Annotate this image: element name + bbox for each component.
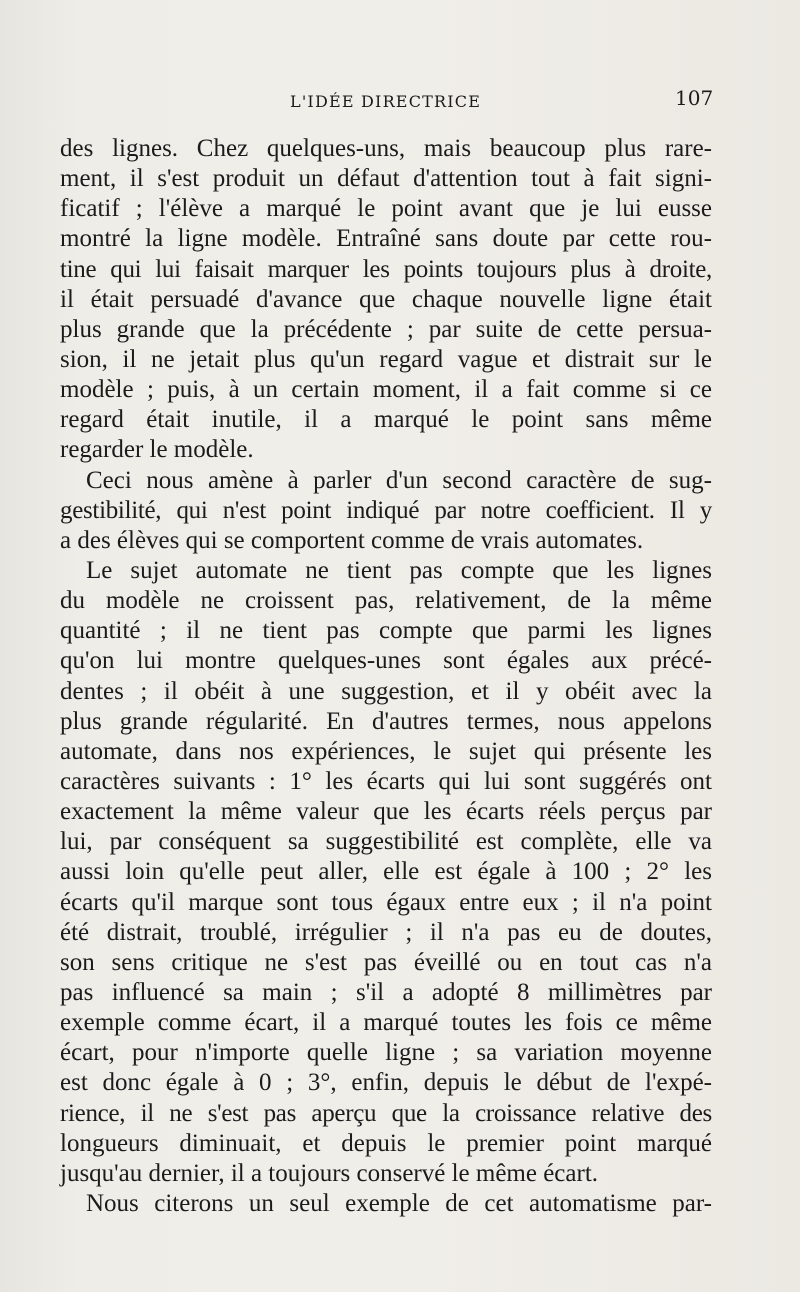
text-line: modèle ; puis, à un certain moment, il a fait comme si ce [60,376,712,404]
text-line: il était persuadé d'avance que chaque nouvelle ligne était [60,285,712,313]
text-line: jusqu'au dernier, il a toujours conservé le même écart. [60,1159,599,1187]
running-head: L'IDÉE DIRECTRICE [290,92,482,111]
body-text [60,134,712,1219]
text-line: ment, il s'est produit un défaut d'attention tout à fait signi- [60,165,712,193]
text-line: écarts qu'il marque sont tous égaux entre eux ; il n'a point [60,888,712,916]
text-line: caractères suivants : 1° les écarts qui lui sont suggérés ont [60,767,712,795]
page-number: 107 [675,86,714,110]
text-line: sion, il ne jetait plus qu'un regard vague et distrait sur le [60,345,712,373]
text-line: exactement la même valeur que les écarts réels perçus par [60,798,712,826]
text-line: qu'on lui montre quelques-unes sont égales aux précé- [60,647,712,675]
text-line: ficatif ; l'élève a marqué le point avant que je lui eusse [60,195,712,223]
text-line: son sens critique ne s'est pas éveillé ou en tout cas n'a [60,948,712,976]
paragraph-start-line: Nous citerons un seul exemple de cet automatisme par- [86,1189,712,1217]
text-line: a des élèves qui se comportent comme de vrais automates. [60,526,644,554]
text-line: est donc égale à 0 ; 3°, enfin, depuis le début de l'expé- [60,1069,712,1097]
text-line: plus grande que la précédente ; par suite de cette persua- [60,315,712,343]
text-line: été distrait, troublé, irrégulier ; il n'a pas eu de doutes, [60,918,712,946]
text-line: des lignes. Chez quelques-uns, mais beaucoup plus rare- [60,135,712,162]
page-header [0,86,800,116]
paragraph-start-line: Le sujet automate ne tient pas compte que les lignes [86,556,712,584]
text-line: longueurs diminuait, et depuis le premier point marqué [60,1129,712,1157]
text-line: automate, dans nos expériences, le sujet qui présente les [60,737,712,765]
text-line: regard était inutile, il a marqué le point sans même [60,406,712,434]
text-line: gestibilité, qui n'est point indiqué par notre coefficient. Il y [60,496,712,524]
text-line: pas influencé sa main ; s'il a adopté 8 millimètres par [60,978,712,1006]
text-line: quantité ; il ne tient pas compte que parmi les lignes [60,617,712,645]
text-line: aussi loin qu'elle peut aller, elle est égale à 100 ; 2° les [60,858,712,886]
text-line: tine qui lui faisait marquer les points toujours plus à droite, [60,255,712,283]
text-line: rience, il ne s'est pas aperçu que la croissance relative des [60,1099,712,1127]
text-line: plus grande régularité. En d'autres termes, nous appelons [60,707,712,735]
text-line: montré la ligne modèle. Entraîné sans doute par cette rou- [60,225,712,253]
text-line: exemple comme écart, il a marqué toutes les fois ce même [60,1009,712,1037]
text-line: regarder le modèle. [60,436,254,464]
text-line: écart, pour n'importe quelle ligne ; sa variation moyenne [60,1039,712,1067]
paragraph-start-line: Ceci nous amène à parler d'un second caractère de sug- [86,466,712,494]
text-line: dentes ; il obéit à une suggestion, et il y obéit avec la [60,677,712,705]
text-line: du modèle ne croissent pas, relativement, de la même [60,587,712,615]
text-line: lui, par conséquent sa suggestibilité est complète, elle va [60,828,712,856]
